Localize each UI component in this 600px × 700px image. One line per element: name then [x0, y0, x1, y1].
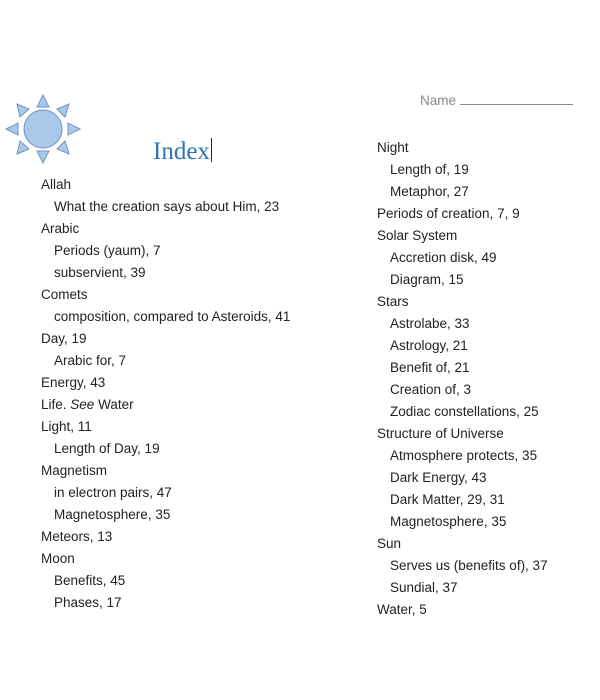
- name-blank-line: [460, 92, 573, 105]
- index-entry-text: Solar System: [377, 228, 458, 243]
- index-entry-text: Moon: [41, 551, 75, 566]
- index-subentry: [377, 159, 548, 181]
- index-entry-text: Astrolabe, 33: [390, 316, 470, 331]
- index-entry-text: Phases, 17: [54, 595, 122, 610]
- index-subentry: [41, 240, 290, 262]
- index-subentry: [377, 269, 548, 291]
- index-subentry: [377, 489, 548, 511]
- index-entry-text: Structure of Universe: [377, 426, 504, 441]
- index-entry-text: Periods (yaum), 7: [54, 243, 161, 258]
- index-subentry: [41, 482, 290, 504]
- index-entry-text: Serves us (benefits of), 37: [390, 558, 548, 573]
- index-entry: [41, 416, 290, 438]
- page-title: Index: [153, 138, 210, 165]
- text-cursor: [211, 138, 212, 162]
- index-entry-text: Magnetosphere, 35: [54, 507, 171, 522]
- index-entry-text: Comets: [41, 287, 88, 302]
- index-entry: [41, 548, 290, 570]
- index-subentry: [377, 445, 548, 467]
- index-entry-text: Zodiac constellations, 25: [390, 404, 539, 419]
- index-subentry: [377, 577, 548, 599]
- index-subentry: [41, 196, 290, 218]
- index-entry-text: Benefits, 45: [54, 573, 126, 588]
- index-subentry: [377, 335, 548, 357]
- index-subentry: [41, 592, 290, 614]
- index-entry: [377, 291, 548, 313]
- index-entry-text: Accretion disk, 49: [390, 250, 497, 265]
- index-subentry: [377, 247, 548, 269]
- index-entry: [41, 284, 290, 306]
- index-entry-text: Dark Matter, 29, 31: [390, 492, 505, 507]
- name-label: Name: [420, 93, 457, 108]
- index-entry: [41, 328, 290, 350]
- index-entry-text: Meteors, 13: [41, 529, 113, 544]
- index-entry-text: Astrology, 21: [390, 338, 468, 353]
- index-entry-text: Energy, 43: [41, 375, 106, 390]
- index-entry: [41, 526, 290, 548]
- index-subentry: [377, 401, 548, 423]
- index-entry-text: What the creation says about Him, 23: [54, 199, 280, 214]
- index-subentry: [377, 555, 548, 577]
- index-entry: [41, 174, 290, 196]
- index-subentry: [377, 467, 548, 489]
- sun-icon: [4, 93, 82, 165]
- index-entry: [41, 372, 290, 394]
- index-entry-text: Magnetosphere, 35: [390, 514, 507, 529]
- index-entry-text: Length of, 19: [390, 162, 469, 177]
- index-subentry: [377, 313, 548, 335]
- see-reference: See: [70, 397, 95, 412]
- index-entry-text: in electron pairs, 47: [54, 485, 172, 500]
- index-subentry: [377, 181, 548, 203]
- index-entry-text: Length of Day, 19: [54, 441, 160, 456]
- index-left-column: [41, 174, 290, 614]
- index-entry-text: Metaphor, 27: [390, 184, 469, 199]
- index-subentry: [377, 511, 548, 533]
- index-entry: [377, 203, 548, 225]
- index-entry-text: Dark Energy, 43: [390, 470, 487, 485]
- index-entry-text: Periods of creation, 7, 9: [377, 206, 520, 221]
- index-entry: [41, 460, 290, 482]
- index-subentry: [377, 379, 548, 401]
- index-entry-text: Night: [377, 140, 409, 155]
- index-entry-text: Sun: [377, 536, 402, 551]
- index-subentry: [41, 262, 290, 284]
- index-entry-text: composition, compared to Asteroids, 41: [54, 309, 291, 324]
- index-entry-text: Diagram, 15: [390, 272, 464, 287]
- index-right-column: [377, 137, 548, 621]
- index-entry: [41, 394, 290, 416]
- index-subentry: [41, 306, 290, 328]
- index-entry-text: Light, 11: [41, 419, 92, 434]
- index-entry: [377, 137, 548, 159]
- index-entry-text: Arabic: [41, 221, 80, 236]
- index-entry-text: subservient, 39: [54, 265, 146, 280]
- index-subentry: [41, 504, 290, 526]
- index-subentry: [377, 357, 548, 379]
- index-entry: [41, 218, 290, 240]
- index-entry: [377, 599, 548, 621]
- index-entry: [377, 423, 548, 445]
- index-entry: [377, 533, 548, 555]
- index-entry-text: Atmosphere protects, 35: [390, 448, 538, 463]
- index-entry-text: Magnetism: [41, 463, 108, 478]
- index-subentry: [41, 438, 290, 460]
- index-entry: [377, 225, 548, 247]
- index-subentry: [41, 350, 290, 372]
- index-entry-text: Allah: [41, 177, 72, 192]
- name-field: [420, 92, 573, 108]
- index-entry-text: Benefit of, 21: [390, 360, 470, 375]
- index-entry-text: Creation of, 3: [390, 382, 472, 397]
- index-entry-text: Day, 19: [41, 331, 87, 346]
- index-entry-text: Stars: [377, 294, 409, 309]
- index-subentry: [41, 570, 290, 592]
- index-entry-text: Water, 5: [377, 602, 427, 617]
- index-entry-text: Sundial, 37: [390, 580, 458, 595]
- see-target: Water: [98, 397, 134, 412]
- index-entry-text: Life.: [41, 397, 67, 412]
- index-entry-text: Arabic for, 7: [54, 353, 127, 368]
